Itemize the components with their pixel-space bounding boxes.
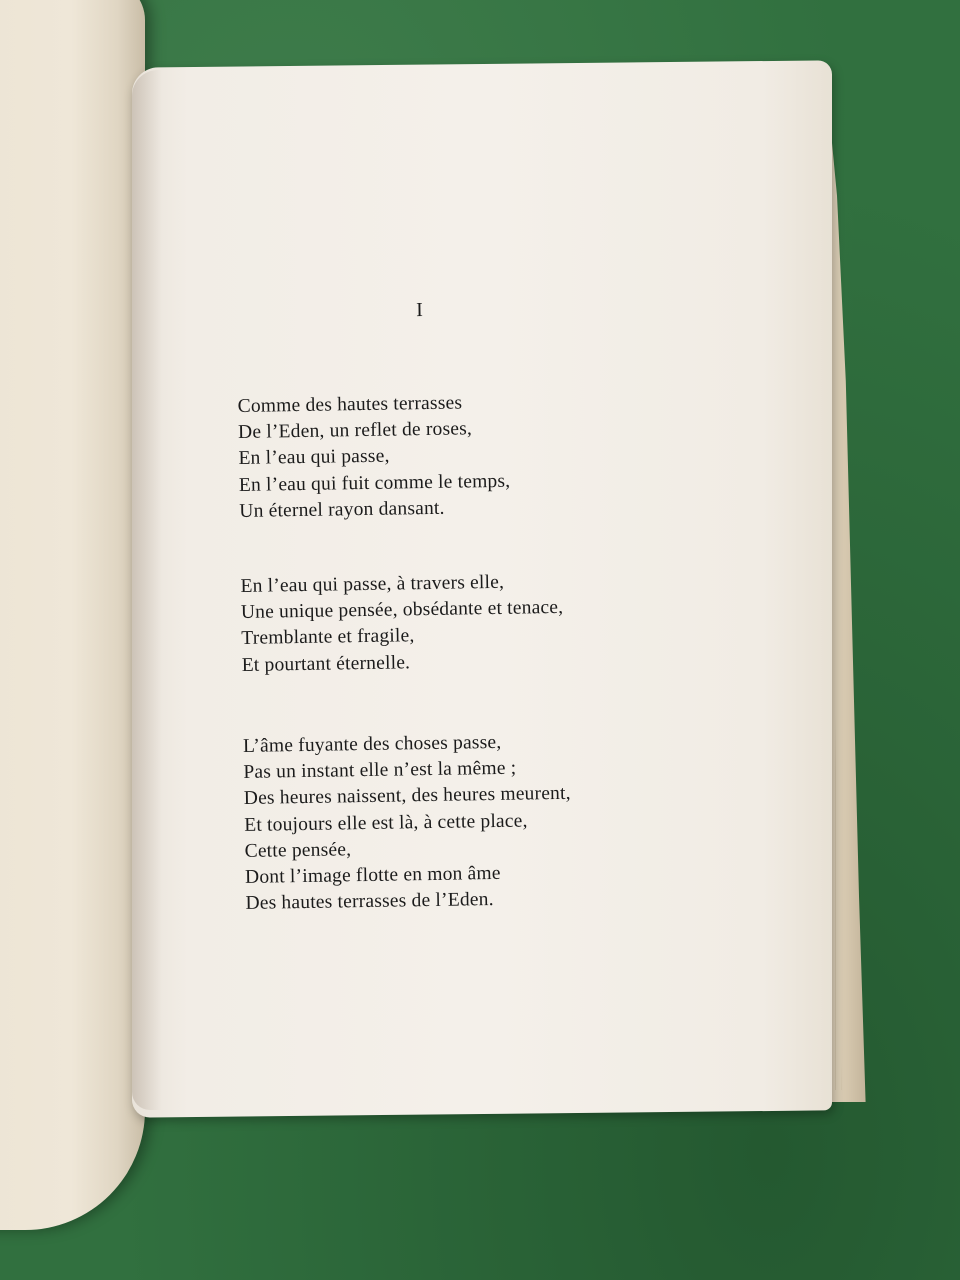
poem-line: Et toujours elle est là, à cette place, <box>244 810 528 836</box>
poem-line: Tremblante et fragile, <box>241 625 415 650</box>
poem-line: En l’eau qui passe, <box>238 446 390 470</box>
poem-line: Dont l’image flotte en mon âme <box>244 862 501 888</box>
poem-line: L’âme fuyante des choses passe, <box>242 731 502 757</box>
page-gutter-shadow <box>132 70 162 1110</box>
poem-line: De l’Eden, un reflet de roses, <box>237 418 473 444</box>
stanza-3 <box>243 726 766 918</box>
poem-line: Comme des hautes terrasses <box>237 392 463 417</box>
poem-line: Un éternel rayon dansant. <box>239 497 445 522</box>
stanza-1 <box>237 386 759 525</box>
poem-line: Une unique pensée, obsédante et tenace, <box>240 597 564 624</box>
poem-line: En l’eau qui passe, à travers elle, <box>240 571 505 597</box>
poem-line: Des heures naissent, des heures meurent, <box>243 783 571 810</box>
poem-line: Cette pensée, <box>244 839 352 862</box>
left-page <box>0 0 145 1230</box>
stanza-2 <box>240 566 762 679</box>
poem-line: Des hautes terrasses de l’Eden. <box>245 889 494 915</box>
poem-line: En l’eau qui fuit comme le temps, <box>238 470 511 496</box>
poem-line: Pas un instant elle n’est la même ; <box>243 757 517 784</box>
poem-line: Et pourtant éternelle. <box>241 651 411 676</box>
poem-number: I <box>416 299 424 322</box>
